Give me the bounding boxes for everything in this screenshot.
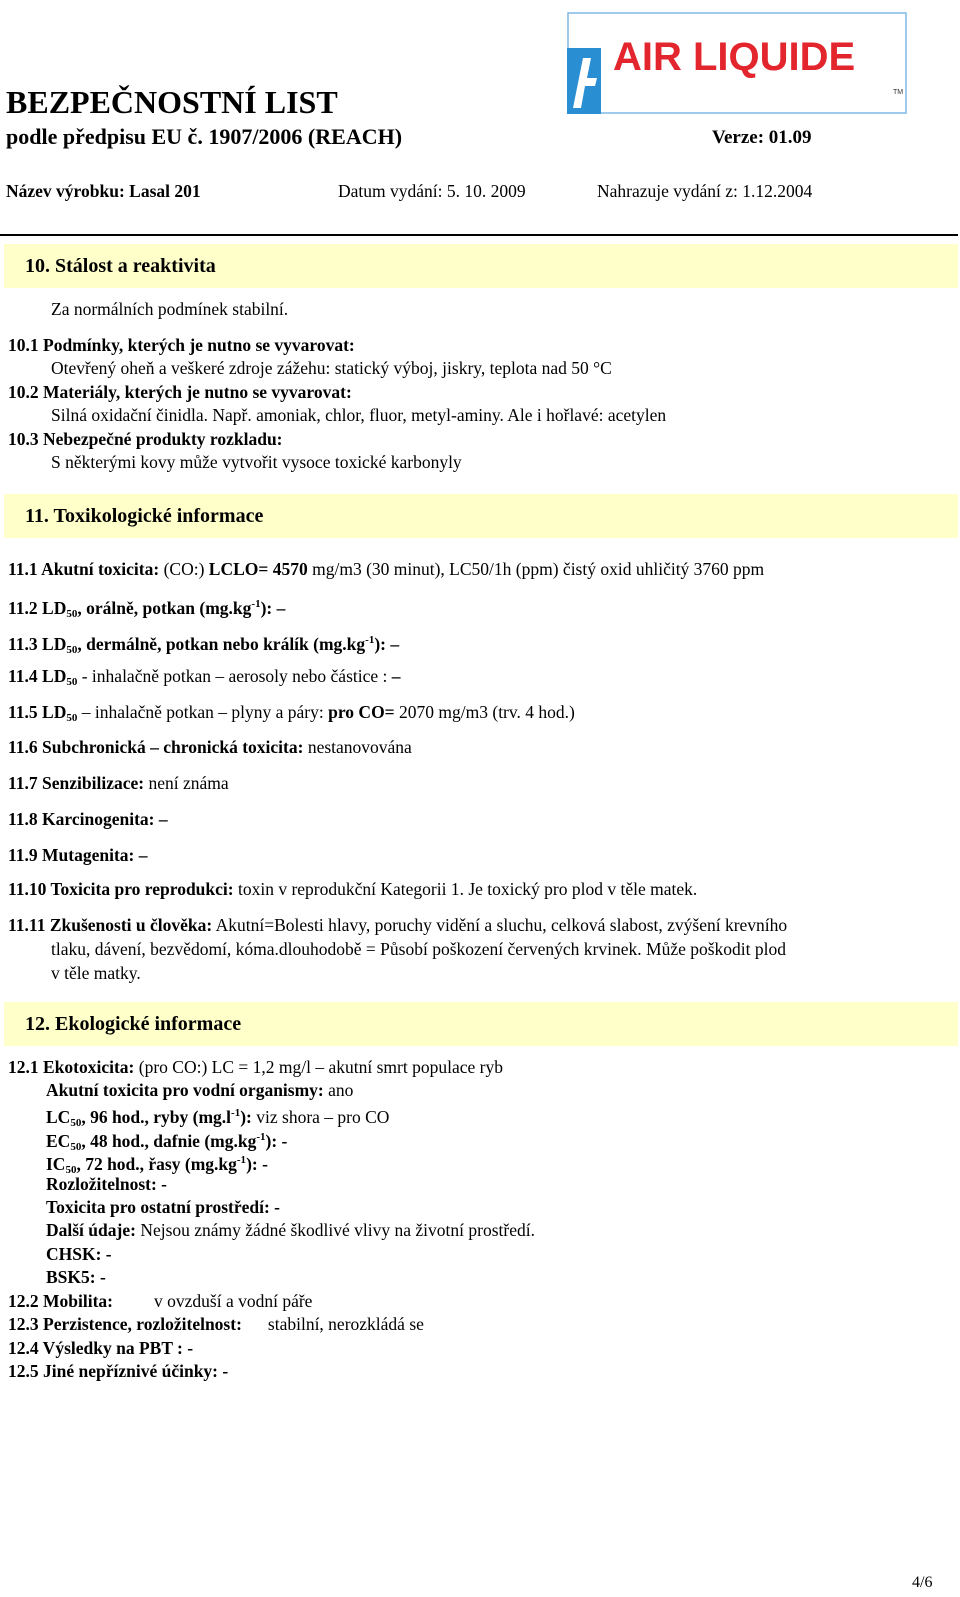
s10-2-label: 10.2 Materiály, kterých je nutno se vyvarovat:	[8, 382, 352, 402]
s12-1b-sup: -1	[231, 1107, 241, 1119]
s11-5-sub: 50	[66, 712, 78, 724]
s11-11-text1: Akutní=Bolesti hlavy, poruchy vidění a sluchu, celková slabost, zvýšení krevního	[212, 915, 788, 935]
s12-1c-post: ): -	[265, 1131, 288, 1151]
s11-6-label: 11.6 Subchronická – chronická toxicita:	[8, 737, 304, 757]
s12-1b-sub: 50	[70, 1117, 82, 1129]
s11-11	[8, 914, 787, 936]
s11-3-pre: 11.3 LD	[8, 634, 67, 654]
s11-3-mid: , dermálně, potkan nebo králík (mg.kg	[77, 634, 366, 654]
s12-1f-label: Toxicita pro ostatní prostředí: -	[46, 1197, 280, 1217]
s11-9-label: 11.9 Mutagenita: –	[8, 845, 148, 865]
s12-1c-pre: EC	[46, 1131, 71, 1151]
s12-1e	[46, 1173, 167, 1195]
s12-1b-pre: LC	[46, 1107, 71, 1127]
product-name: Název výrobku: Lasal 201	[6, 181, 201, 201]
s11-11-text2: tlaku, dávení, bezvědomí, kóma.dlouhodobě = Působí poškození červených krvinek. Může poškodit plod	[51, 939, 786, 959]
s12-3	[8, 1313, 424, 1335]
s11-6	[8, 736, 412, 758]
s12-3-label: 12.3 Perzistence, rozložitelnost:	[8, 1314, 242, 1334]
s11-9	[8, 844, 148, 866]
s12-4	[8, 1337, 193, 1359]
s11-7-text: není známa	[144, 773, 229, 793]
air-liquide-logo	[567, 12, 923, 114]
s12-1	[8, 1056, 503, 1078]
s12-1b-post: ):	[240, 1107, 252, 1127]
s10-1-text: Otevřený oheň a veškeré zdroje zážehu: statický výboj, jiskry, teplota nad 50 °C	[51, 358, 612, 378]
s11-2-post: ): –	[260, 598, 286, 618]
document-title: BEZPEČNOSTNÍ LIST	[6, 84, 338, 120]
s11-2-pre: 11.2 LD	[8, 598, 67, 618]
s11-3	[8, 629, 399, 661]
issue-date: Datum vydání: 5. 10. 2009	[338, 181, 526, 201]
s12-1g-label: Další údaje:	[46, 1220, 136, 1240]
s12-5-label: 12.5 Jiné nepříznivé účinky: -	[8, 1361, 229, 1381]
s11-1	[8, 558, 764, 580]
s11-5-co: pro CO=	[328, 702, 395, 722]
s11-4-text: - inhalačně potkan – aerosoly nebo částice :	[77, 666, 392, 686]
s10-intro: Za normálních podmínek stabilní.	[51, 299, 289, 319]
s11-5-text: – inhalačně potkan – plyny a páry:	[77, 702, 329, 722]
s12-1i-label: BSK5: -	[46, 1267, 106, 1287]
s12-1d-pre: IC	[46, 1154, 66, 1174]
s12-1b-text: viz shora – pro CO	[251, 1107, 390, 1127]
s11-4-sub: 50	[66, 676, 78, 688]
logo-wordmark: AIR LIQUIDE	[613, 35, 856, 79]
s12-1a	[46, 1079, 353, 1101]
s12-2-label: 12.2 Mobilita:	[8, 1291, 113, 1311]
s11-6-text: nestanovována	[303, 737, 412, 757]
s10-2-text: Silná oxidační činidla. Např. amoniak, chlor, fluor, metyl-aminy. Ale i hořlavé: acetylen	[51, 405, 667, 425]
s11-3-sup: -1	[365, 634, 375, 646]
s12-2	[8, 1290, 312, 1312]
s12-1d-post: ): -	[246, 1154, 268, 1174]
s12-5	[8, 1360, 228, 1382]
s11-7-label: 11.7 Senzibilizace:	[8, 773, 145, 793]
s12-1-text: (pro CO:) LC = 1,2 mg/l – akutní smrt populace ryb	[134, 1057, 503, 1077]
s12-1d-sub: 50	[65, 1164, 77, 1176]
s12-1b-mid: , 96 hod., ryby (mg.l	[81, 1107, 232, 1127]
s12-1c-sub: 50	[70, 1141, 82, 1153]
s11-8	[8, 808, 168, 830]
s11-2-mid: , orálně, potkan (mg.kg	[77, 598, 252, 618]
s12-1h-label: CHSK: -	[46, 1244, 112, 1264]
s11-3-post: ): –	[374, 634, 400, 654]
s11-4-dash: –	[391, 666, 401, 686]
header-rule	[0, 234, 958, 236]
s12-4-label: 12.4 Výsledky na PBT : -	[8, 1338, 194, 1358]
s11-2-sub: 50	[66, 608, 78, 620]
document-version: Verze: 01.09	[712, 127, 812, 148]
section-11-heading: 11. Toxikologické informace	[4, 494, 958, 538]
s11-1-text2: mg/m3 (30 minut), LC50/1h (ppm) čistý oxid uhličitý 3760 ppm	[307, 559, 765, 579]
s11-5-pre: 11.5 LD	[8, 702, 67, 722]
s11-8-label: 11.8 Karcinogenita: –	[8, 809, 168, 829]
s11-1-lclo: LCLO= 4570	[208, 559, 308, 579]
s11-5	[8, 701, 575, 729]
s12-1f	[46, 1196, 280, 1218]
s11-10-text: toxin v reprodukční Kategorii 1. Je toxický pro plod v těle matek.	[233, 879, 698, 899]
s12-1d-mid: , 72 hod., řasy (mg.kg	[76, 1154, 237, 1174]
replaces-edition: Nahrazuje vydání z: 1.12.2004	[597, 181, 813, 201]
s12-1g-text: Nejsou známy žádné škodlivé vlivy na životní prostředí.	[135, 1220, 535, 1240]
s10-3-text: S některými kovy může vytvořit vysoce toxické karbonyly	[51, 452, 462, 472]
s12-1g	[46, 1219, 535, 1241]
s11-4	[8, 665, 401, 693]
s12-1a-text: ano	[323, 1080, 354, 1100]
s11-5-value: 2070 mg/m3 (trv. 4 hod.)	[394, 702, 575, 722]
s11-1-label: 11.1 Akutní toxicita:	[8, 559, 160, 579]
page-number: 4/6	[912, 1574, 933, 1591]
s12-3-text: stabilní, nerozkládá se	[267, 1314, 424, 1334]
s11-2	[8, 593, 285, 625]
s11-1-text: (CO:)	[159, 559, 209, 579]
s12-1i	[46, 1266, 106, 1288]
s12-1h	[46, 1243, 112, 1265]
s12-1c-mid: , 48 hod., dafnie (mg.kg	[81, 1131, 257, 1151]
s12-1a-label: Akutní toxicita pro vodní organismy:	[46, 1080, 324, 1100]
s11-4-pre: 11.4 LD	[8, 666, 67, 686]
s10-3-label: 10.3 Nebezpečné produkty rozkladu:	[8, 429, 283, 449]
s12-1-label: 12.1 Ekotoxicita:	[8, 1057, 135, 1077]
s11-3-sub: 50	[66, 644, 78, 656]
s11-2-sup: -1	[251, 598, 261, 610]
section-12-heading: 12. Ekologické informace	[4, 1002, 958, 1046]
s11-11-label: 11.11 Zkušenosti u člověka:	[8, 915, 213, 935]
s11-10	[8, 878, 697, 900]
s12-2-text: v ovzduší a vodní páře	[154, 1291, 313, 1311]
s12-1d-sup: -1	[236, 1154, 247, 1166]
s12-1e-label: Rozložitelnost: -	[46, 1174, 168, 1194]
s11-7	[8, 772, 229, 794]
logo-trademark: TM	[893, 89, 904, 96]
s11-10-label: 11.10 Toxicita pro reprodukci:	[8, 879, 234, 899]
section-10-heading: 10. Stálost a reaktivita	[4, 244, 958, 288]
s12-1c-sup: -1	[256, 1131, 266, 1143]
document-subtitle: podle předpisu EU č. 1907/2006 (REACH)	[6, 124, 403, 149]
s10-1-label: 10.1 Podmínky, kterých je nutno se vyvarovat:	[8, 335, 355, 355]
s11-11-text3: v těle matky.	[51, 963, 141, 983]
